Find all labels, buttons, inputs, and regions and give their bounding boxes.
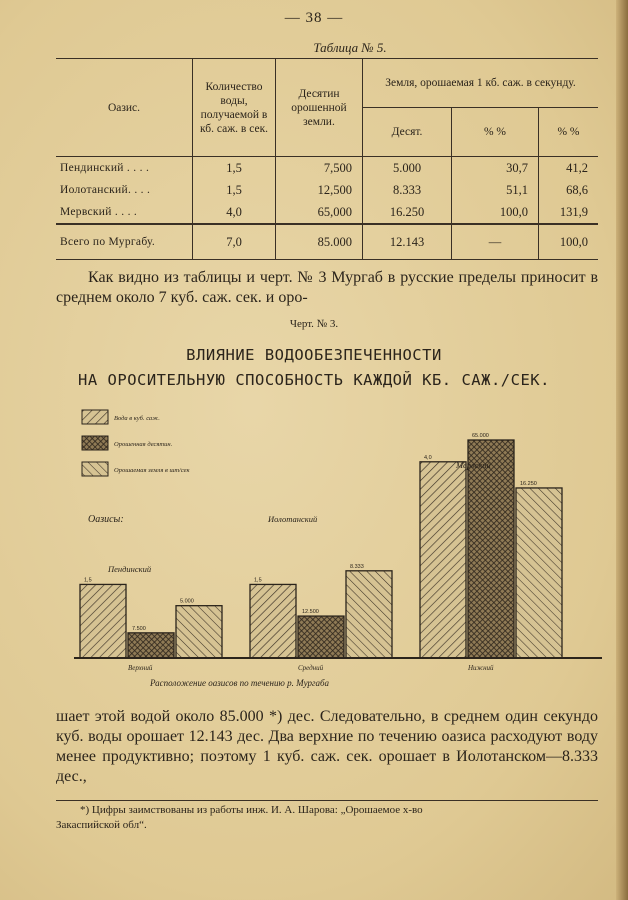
bar-value-label: 8.333	[350, 563, 364, 570]
header-desyat: Десят.	[363, 108, 452, 157]
group-label: Оазисы:	[88, 514, 124, 525]
row-pct2: 41,2	[539, 157, 599, 180]
paragraph-2: шает этой водой около 85.000 *) дес. Следовательно, в среднем один секундо куб. воды орошает 12.143 дес. Два верхние по течению оазиса расходуют воду менее продуктивно; поэтому 1 куб. саж. сек. орошает в Иолотанском—8.333 дес.,	[56, 708, 598, 785]
table-row	[56, 157, 598, 180]
legend-label: Орошаемая земля в шт/сек	[114, 467, 190, 474]
footnote	[56, 800, 598, 833]
total-pct1: —	[452, 224, 539, 260]
row-pct1: 100,0	[452, 201, 539, 224]
row-pct1: 51,1	[452, 179, 539, 201]
page-number: — 38 —	[284, 10, 344, 26]
row-area: 12,500	[276, 179, 363, 201]
bar-chart	[0, 400, 628, 700]
row-dec: 8.333	[363, 179, 452, 201]
header-pct-1: % %	[452, 108, 539, 157]
footnote-line-2: Закаспийской обл“.	[56, 819, 147, 831]
header-oasis: Оазис.	[56, 59, 193, 157]
bar	[298, 616, 344, 658]
bar-value-label: 16.250	[520, 480, 537, 487]
bar	[128, 633, 174, 658]
row-dec: 5.000	[363, 157, 452, 180]
bar	[516, 488, 562, 658]
row-water: 4,0	[193, 201, 276, 224]
legend-label: Орошенная десятин.	[114, 441, 173, 448]
total-pct2: 100,0	[539, 224, 599, 260]
row-pct2: 68,6	[539, 179, 599, 201]
row-water: 1,5	[193, 157, 276, 180]
category-label: Средний	[298, 664, 324, 672]
oasis-name-label: Мервский	[456, 460, 491, 470]
legend-swatch	[82, 436, 108, 450]
table-header-row	[56, 59, 598, 108]
x-axis-label: Расположение оазисов по течению р. Мургаба	[150, 678, 330, 688]
total-name: Всего по Мургабу.	[56, 224, 193, 260]
legend-swatch	[82, 410, 108, 424]
row-pct2: 131,9	[539, 201, 599, 224]
bar-value-label: 12.500	[302, 609, 319, 616]
category-label: Верхний	[128, 664, 153, 672]
table-caption: Таблица № 5.	[313, 40, 387, 55]
oasis-name-label: Иолотанский	[268, 514, 318, 524]
row-water: 1,5	[193, 179, 276, 201]
bar-value-label: 65.000	[472, 433, 489, 439]
row-name: Пендинский . . . .	[56, 157, 193, 180]
paragraph-1: Как видно из таблицы и черт. № 3 Мургаб в русские пределы приносит в среднем около 7 куб. саж. сек. и оро-	[56, 269, 598, 306]
bar-value-label: 4,0	[424, 454, 432, 461]
category-label: Нижний	[468, 664, 494, 672]
bar	[468, 440, 514, 658]
chart-title-line-2: НА ОРОСИТЕЛЬНУЮ СПОСОБНОСТЬ КАЖДОЙ КБ. САЖ./СЕК.	[78, 371, 550, 389]
chart-title-line-1: ВЛИЯНИЕ ВОДООБЕЗПЕЧЕННОСТИ	[186, 346, 442, 364]
total-area: 85.000	[276, 224, 363, 260]
total-dec: 12.143	[363, 224, 452, 260]
bar	[346, 571, 392, 658]
bar-value-label: 7.500	[132, 625, 146, 632]
oasis-name-label: Пендинский	[108, 564, 152, 574]
oasis-table	[56, 58, 598, 260]
row-dec: 16.250	[363, 201, 452, 224]
footnote-line-1: *) Цифры заимствованы из работы инж. И. А. Шарова: „Орошаемое х-во	[80, 804, 423, 816]
table-total-row	[56, 224, 598, 260]
row-name: Иолотанский. . . .	[56, 179, 193, 201]
chart-caption: Черт. № 3.	[289, 318, 339, 330]
bar-value-label: 5.000	[180, 598, 194, 605]
legend-label: Вода в куб. саж.	[114, 415, 160, 422]
row-area: 65,000	[276, 201, 363, 224]
bar	[80, 584, 126, 658]
header-area: Десятин орошенной земли.	[276, 59, 363, 157]
header-irrigated: Земля, орошаемая 1 кб. саж. в секунду.	[363, 59, 599, 108]
row-pct1: 30,7	[452, 157, 539, 180]
header-water: Количество воды, получаемой в кб. саж. в сек.	[193, 59, 276, 157]
total-water: 7,0	[193, 224, 276, 260]
row-name: Мервский . . . .	[56, 201, 193, 224]
row-area: 7,500	[276, 157, 363, 180]
table-row	[56, 201, 598, 224]
bar-value-label: 1,5	[254, 577, 262, 584]
bar-value-label: 1,5	[84, 577, 92, 584]
bar	[420, 462, 466, 658]
table-row	[56, 179, 598, 201]
legend-swatch	[82, 462, 108, 476]
header-pct-2: % %	[539, 108, 599, 157]
chart-legend	[82, 410, 191, 525]
bar	[176, 606, 222, 658]
bar	[250, 584, 296, 658]
